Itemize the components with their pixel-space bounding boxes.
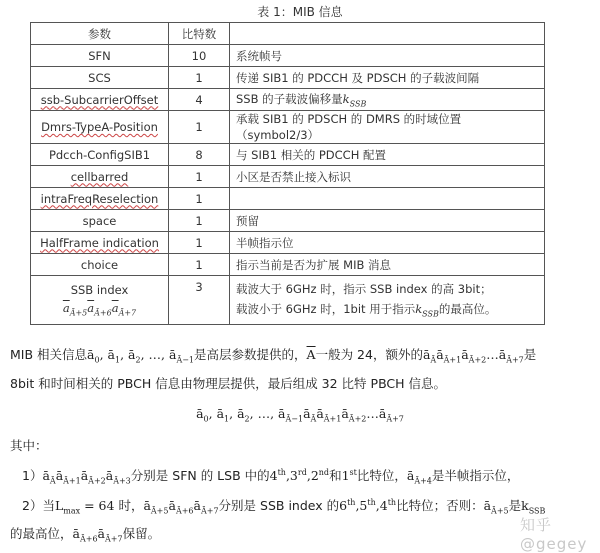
math-ordinals: 4th,3rd,2nd和1st [269,467,357,483]
text: 比特位， [356,468,407,483]
table-row [31,45,545,67]
math-lmax: $L_{max} = 64$ [54,498,115,516]
table-row [31,188,545,210]
param-text: cellbarred [70,169,129,184]
desc-cell: 预留 [230,210,545,232]
table-row [31,144,545,166]
desc-cell: 小区是否禁止接入标识 [230,166,545,188]
param-text: Dmrs-TypeA-Position [41,120,158,134]
qizhong-label: 其中： [10,438,48,453]
header-param: 参数 [31,23,169,45]
header-desc [230,23,545,45]
param-cell: choice [31,254,169,276]
param-text: SSB index [70,282,129,297]
param-cell [31,111,169,144]
table-row [31,166,545,188]
bits-cell: 1 [169,166,230,188]
desc-cell: 承载 SIB1 的 PDSCH 的 DMRS 的时域位置（symbol2/3） [230,111,545,144]
table-row [31,276,545,325]
param-text: ssb-SubcarrierOffset [40,92,159,107]
desc-line-2: 载波小于 6GHz 时，1bit 用于指示$k_{SSB}$的最高位。 [236,302,497,319]
param-math-line: $\overline{a}_{Ā+5}\overline{a}_{Ā+6}\overline{a}_{Ā+7}$ [62,300,137,318]
paragraph-2: 8bit 和时间相关的 PBCH 信息由物理层提供，最后组成 32 比特 PBCH 信息。 [10,376,447,391]
param-cell [31,166,169,188]
desc-cell: 系统帧号 [230,45,545,67]
param-cell: space [31,210,169,232]
bits-cell: 10 [169,45,230,67]
list-item-1 [22,466,600,486]
text: 是高层参数提供的， [194,347,307,362]
paragraph-1 [10,345,595,365]
watermark: 知乎 @gegey [520,516,588,553]
table-row [31,111,545,144]
text: 2）当 [22,498,55,513]
math-ordinals: 6th,5th,4th [339,497,397,513]
math-kssb: $k_{SSB}$ [521,498,546,516]
desc-line-1: 载波大于 6GHz 时，指示 SSB index 的高 3bit； [236,282,492,297]
text: 保留。 [122,526,161,541]
text: 是半帧指示位， [431,468,520,483]
math: $ā_{Ā+6}ā_{Ā+7}$ [72,526,123,544]
table-header-row [31,23,545,45]
desc-text: SSB 的子载波偏移量 [236,91,343,106]
param-cell [31,276,169,325]
bits-cell: 3 [169,276,230,325]
param-text: HalfFrame indication [40,235,159,250]
param-cell [31,232,169,254]
param-cell: SFN [31,45,169,67]
bits-cell: 1 [169,210,230,232]
text: 比特位；否则： [396,498,484,513]
header-bits: 比特数 [169,23,230,45]
desc-cell: 传递 SIB1 的 PDCCH 及 PDSCH 的子载波间隔 [230,67,545,89]
math: $ā_{Ā+5}$ [483,498,509,516]
table-row [31,89,545,111]
desc-cell [230,89,545,111]
text: 1） [22,468,43,483]
bits-cell: 1 [169,111,230,144]
param-cell [31,188,169,210]
bits-cell: 1 [169,232,230,254]
list-item-2-cont [10,524,595,544]
mib-table [30,22,545,325]
bits-cell: 8 [169,144,230,166]
desc-cell: 与 SIB1 相关的 PDCCH 配置 [230,144,545,166]
desc-cell: 半帧指示位 [230,232,545,254]
formula: $ā_0$, $ā_1$, $ā_2$, …, $ā_{Ā-1}ā_Āā_{Ā+1}ā_{Ā+2}\dots ā_{Ā+7}$ [196,406,404,424]
param-cell [31,89,169,111]
param-cell: Pdcch-ConfigSIB1 [31,144,169,166]
text: 是 [508,498,522,513]
desc-cell: 指示当前是否为扩展 MIB 消息 [230,254,545,276]
math: $ā_Āā_{Ā+1}ā_{Ā+2}ā_{Ā+3}$ [42,468,131,486]
bits-cell: 1 [169,67,230,89]
text: 时， [114,498,144,513]
math: $ā_{Ā+4}$ [406,468,432,486]
text: MIB 相关信息 [10,347,88,362]
table-row [31,232,545,254]
table-caption: 表 1：MIB 信息 [257,5,343,19]
param-cell: SCS [31,67,169,89]
math: $ā_{Ā+5}ā_{Ā+6}ā_{Ā+7}$ [143,498,219,516]
table-row [31,254,545,276]
text: 一般为 24，额外的 [315,347,423,362]
text: 分别是 SSB index 的 [218,498,340,513]
desc-cell [230,188,545,210]
k-subscript: SSB [349,99,367,109]
text: 是 [523,347,537,362]
list-item-2 [22,496,600,516]
table-row [31,67,545,89]
desc-cell [230,276,545,325]
k-symbol: k [342,91,350,106]
text: 分别是 SFN 的 LSB 中的 [130,468,270,483]
text: 的最高位， [10,526,73,541]
bits-cell: 1 [169,188,230,210]
math-seq: $ā_0$, $ā_1$, $ā_2$, …, $ā_{Ā-1}$ [87,347,195,365]
param-text: intraFreqReselection [40,191,159,206]
math-seq-2: $ā_Āā_{Ā+1}ā_{Ā+2}\dots ā_{Ā+7}$ [422,347,524,365]
bits-cell: 4 [169,89,230,111]
math-Abar: $\overline{A}$ [306,347,316,362]
table-row [31,210,545,232]
bits-cell: 1 [169,254,230,276]
